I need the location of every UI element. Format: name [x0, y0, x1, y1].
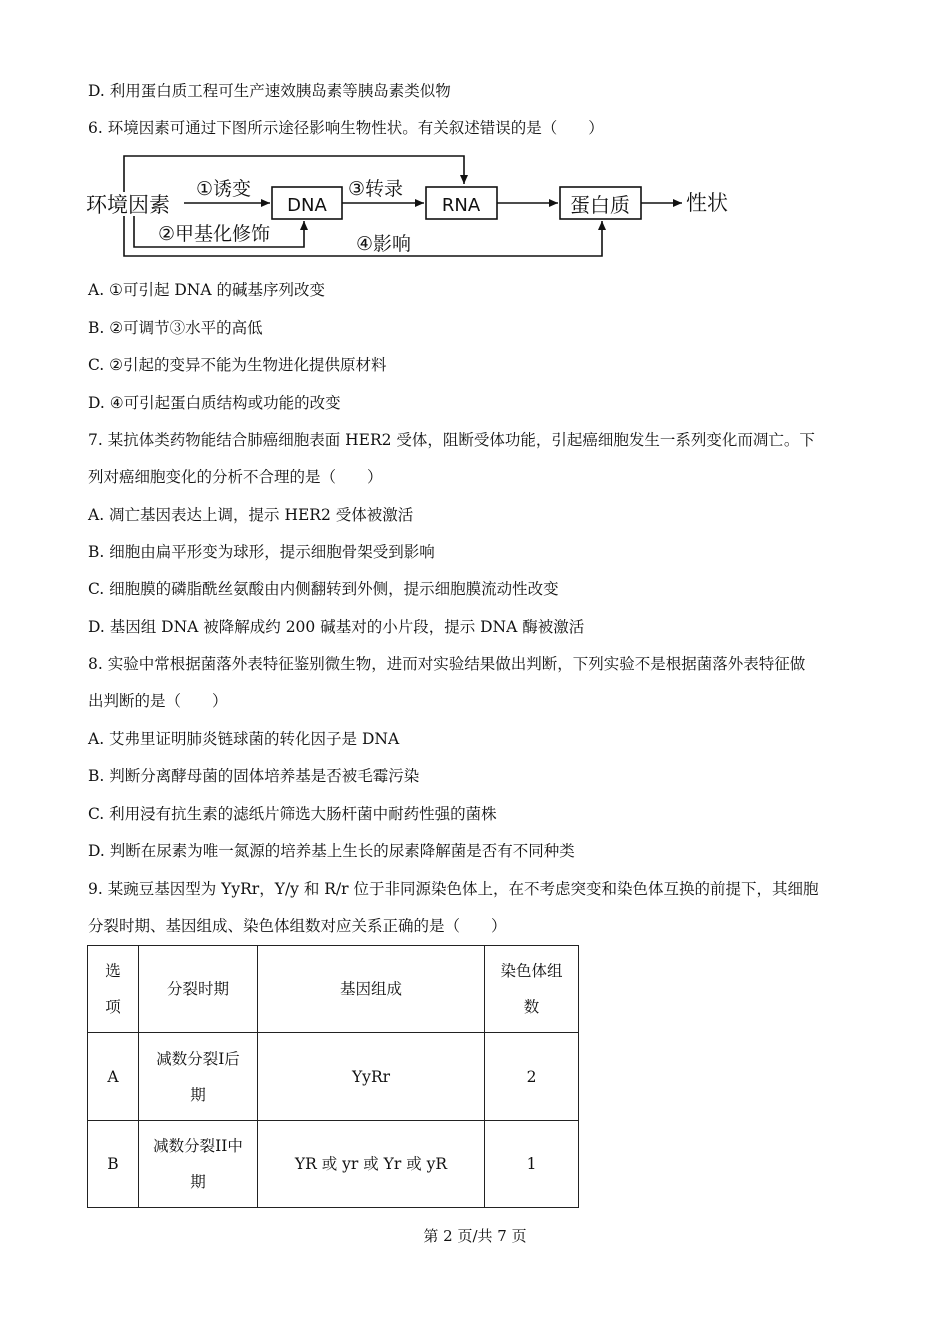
q6-option-c: C. ②引起的变异不能为生物进化提供原材料	[88, 356, 387, 374]
q8-option-d: D. 判断在尿素为唯一氮源的培养基上生长的尿素降解菌是否有不同种类	[88, 842, 575, 860]
header-genes: 基因组成	[258, 946, 485, 1033]
page-footer: 第 2 页/共 7 页	[423, 1227, 527, 1245]
table-row: B 减数分裂II中 期 YR 或 yr 或 Yr 或 yR 1	[88, 1121, 579, 1208]
q7-stem-line-2: 列对癌细胞变化的分析不合理的是（ ）	[88, 468, 383, 486]
methylation-label: ②甲基化修饰	[158, 223, 271, 245]
row-genes: YR 或 yr 或 Yr 或 yR	[258, 1121, 485, 1208]
influence-label: ④影响	[356, 233, 412, 255]
protein-label: 蛋白质	[570, 193, 630, 217]
answer-table	[87, 945, 579, 1208]
row-sets: 1	[485, 1121, 579, 1208]
q7-option-b: B. 细胞由扁平形变为球形，提示细胞骨架受到影响	[88, 543, 435, 561]
trait-label: 性状	[686, 191, 728, 215]
q9-stem-line-2: 分裂时期、基因组成、染色体组数对应关系正确的是（ ）	[88, 917, 507, 935]
header-phase: 分裂时期	[139, 946, 258, 1033]
q9-stem-line-1: 9. 某豌豆基因型为 YyRr，Y/y 和 R/r 位于非同源染色体上，在不考虑突变和染色体互换的前提下，其细胞	[88, 880, 819, 898]
row-sets: 2	[485, 1033, 579, 1121]
rna-label: RNA	[441, 195, 481, 216]
table-row: A 减数分裂I后 期 YyRr 2	[88, 1033, 579, 1121]
q7-option-c: C. 细胞膜的磷脂酰丝氨酸由内侧翻转到外侧，提示细胞膜流动性改变	[88, 580, 559, 598]
transcription-label: ③转录	[348, 178, 404, 200]
q8-option-b: B. 判断分离酵母菌的固体培养基是否被毛霉污染	[88, 767, 420, 785]
row-phase: 减数分裂I后	[156, 1049, 240, 1068]
header-option: 选	[105, 962, 121, 980]
q8-stem-line-1: 8. 实验中常根据菌落外表特征鉴别微生物，进而对实验结果做出判断，下列实验不是根据菌落外表特征做	[88, 655, 806, 673]
mutation-label: ①诱变	[196, 178, 252, 200]
q8-option-a: A. 艾弗里证明肺炎链球菌的转化因子是 DNA	[88, 730, 400, 748]
q6-option-a: A. ①可引起 DNA 的碱基序列改变	[88, 281, 325, 299]
env-label: 环境因素	[86, 193, 170, 217]
q8-option-c: C. 利用浸有抗生素的滤纸片筛选大肠杆菌中耐药性强的菌株	[88, 805, 497, 823]
q6-option-d: D. ④可引起蛋白质结构或功能的改变	[88, 394, 341, 412]
q6-option-b: B. ②可调节③水平的高低	[88, 319, 263, 337]
q8-stem-line-2: 出判断的是（ ）	[88, 692, 228, 710]
q7-option-d: D. 基因组 DNA 被降解成约 200 碱基对的小片段，提示 DNA 酶被激活	[88, 618, 585, 636]
q7-option-a: A. 凋亡基因表达上调，提示 HER2 受体被激活	[88, 506, 414, 524]
row-genes: YyRr	[258, 1033, 485, 1121]
q6-stem: 6. 环境因素可通过下图所示途径影响生物性状。有关叙述错误的是（ ）	[88, 119, 604, 137]
row-phase: 减数分裂II中	[153, 1137, 243, 1155]
row-option: A	[88, 1033, 139, 1121]
q5-option-d: D. 利用蛋白质工程可生产速效胰岛素等胰岛素类似物	[88, 82, 451, 100]
row-option: B	[88, 1121, 139, 1208]
dna-label: DNA	[287, 195, 327, 216]
table-header-row: 选 项 分裂时期 基因组成 染色体组 数	[88, 946, 579, 1033]
header-sets: 染色体组	[500, 962, 563, 980]
q7-stem-line-1: 7. 某抗体类药物能结合肺癌细胞表面 HER2 受体，阻断受体功能，引起癌细胞发生一系列变化而凋亡。下	[88, 431, 815, 449]
pathway-diagram	[84, 150, 744, 262]
